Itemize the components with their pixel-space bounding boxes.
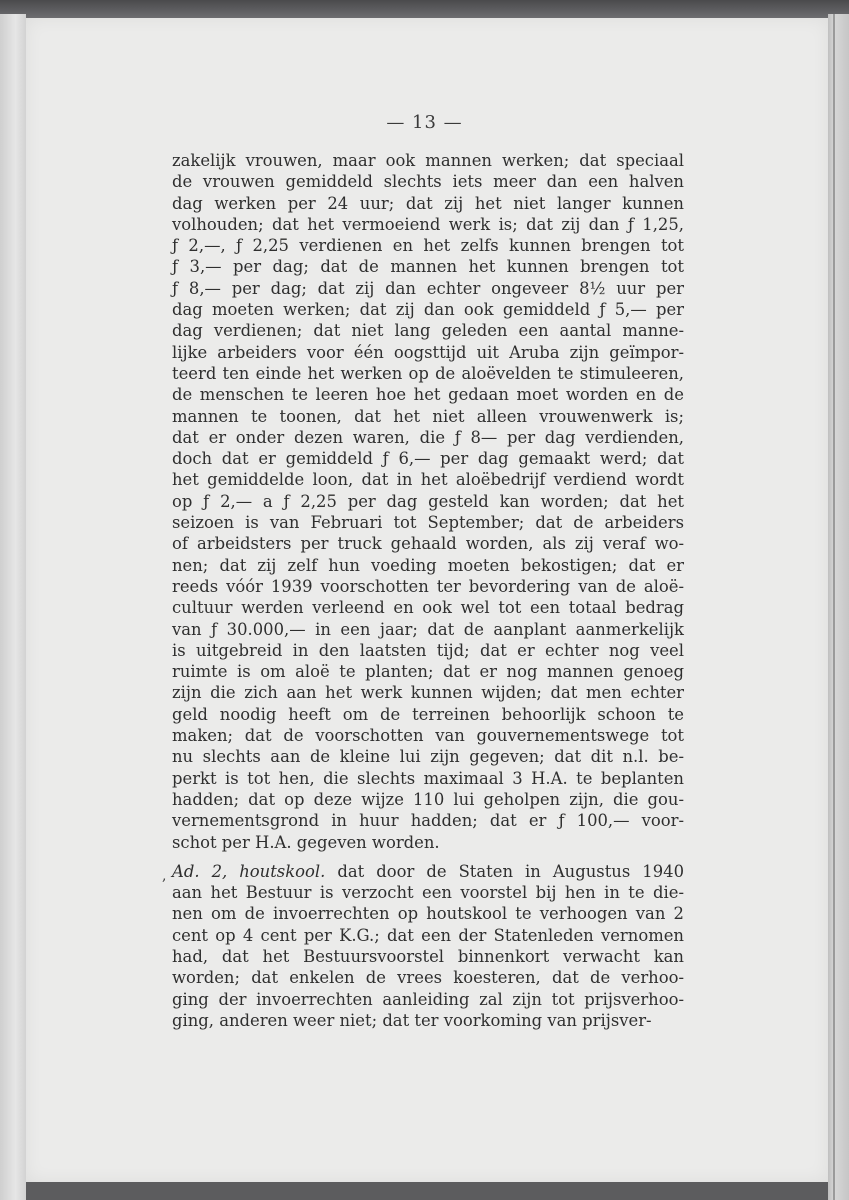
- text-line: reeds vóór 1939 voorschotten ter bevordering van de aloë-: [172, 576, 684, 596]
- text-line: schot per H.A. gegeven worden.: [172, 832, 440, 852]
- text-line: ƒ 3,— per dag; dat de mannen het kunnen brengen tot: [172, 257, 684, 277]
- text-line: of arbeidsters per truck gehaald worden, als zij veraf wo-: [172, 534, 684, 554]
- paragraph-2-first-line: [172, 861, 684, 882]
- text-line: dag werken per 24 uur; dat zij het niet langer kunnen: [172, 193, 684, 213]
- text-line: hadden; dat op deze wijze 110 lui geholpen zijn, die gou-: [172, 789, 684, 809]
- paragraph-gap: [172, 853, 684, 861]
- paragraph-2: [172, 861, 684, 1031]
- paragraph-2-lines: [172, 882, 684, 1031]
- text-line: op ƒ 2,— a ƒ 2,25 per dag gesteld kan worden; dat het: [172, 491, 684, 511]
- text-line: dag moeten werken; dat zij dan ook gemiddeld ƒ 5,— per: [172, 300, 684, 320]
- text-line: van ƒ 30.000,— in een jaar; dat de aanplant aanmerkelijk: [172, 619, 684, 639]
- text-line: nu slechts aan de kleine lui zijn gegeven; dat dit n.l. be-: [172, 747, 684, 767]
- text-line: mannen te toonen, dat het niet alleen vrouwenwerk is;: [172, 406, 684, 426]
- body-text: [172, 150, 684, 1031]
- paragraph-2-first-line-text: dat door de Staten in Augustus 1940: [337, 861, 684, 881]
- text-line: zakelijk vrouwen, maar ook mannen werken; dat speciaal: [172, 151, 684, 170]
- margin-comma-mark: ,: [162, 868, 167, 884]
- text-line: had, dat het Bestuursvoorstel binnenkort verwacht kan: [172, 946, 684, 966]
- text-line: aan het Bestuur is verzocht een voorstel bij hen in te die-: [172, 883, 684, 903]
- left-page-edge: [0, 14, 26, 1200]
- scan-background-top: [0, 0, 849, 18]
- text-line: de vrouwen gemiddeld slechts iets meer dan een halven: [172, 172, 684, 192]
- page-edge-line: [833, 14, 835, 1200]
- text-line: dat er onder dezen waren, die ƒ 8— per dag verdienden,: [172, 427, 684, 447]
- text-line: cent op 4 cent per K.G.; dat een der Statenleden vernomen: [172, 925, 684, 945]
- text-line: maken; dat de voorschotten van gouvernementswege tot: [172, 726, 684, 746]
- text-line: ging, anderen weer niet; dat ter voorkoming van prijsver-: [172, 1010, 652, 1030]
- text-line: doch dat er gemiddeld ƒ 6,— per dag gemaakt werd; dat: [172, 449, 684, 469]
- right-page-edge: [828, 14, 849, 1200]
- text-line: cultuur werden verleend en ook wel tot een totaal bedrag: [172, 598, 684, 618]
- text-line: volhouden; dat het vermoeiend werk is; dat zij dan ƒ 1,25,: [172, 214, 684, 234]
- text-line: ƒ 2,—, ƒ 2,25 verdienen en het zelfs kunnen brengen tot: [172, 236, 684, 256]
- text-line: vernementsgrond in huur hadden; dat er ƒ 100,— voor-: [172, 811, 684, 831]
- text-line: het gemiddelde loon, dat in het aloëbedrijf verdiend wordt: [172, 470, 684, 490]
- text-line: de menschen te leeren hoe het gedaan moet worden en de: [172, 385, 684, 405]
- text-line: seizoen is van Februari tot September; dat de arbeiders: [172, 513, 684, 533]
- text-line: ruimte is om aloë te planten; dat er nog mannen genoeg: [172, 662, 684, 682]
- section-heading: Ad. 2, houtskool.: [172, 861, 326, 881]
- text-line: ƒ 8,— per dag; dat zij dan echter ongeveer 8½ uur per: [172, 278, 684, 298]
- text-line: teerd ten einde het werken op de aloëvelden te stimuleeren,: [172, 363, 684, 383]
- page-number: — 13 —: [386, 112, 463, 133]
- text-line: ging der invoerrechten aanleiding zal zijn tot prijsverhoo-: [172, 989, 684, 1009]
- text-line: worden; dat enkelen de vrees koesteren, dat de verhoo-: [172, 968, 684, 988]
- text-line: perkt is tot hen, die slechts maximaal 3 H.A. te beplanten: [172, 768, 684, 788]
- text-line: nen; dat zij zelf hun voeding moeten bekostigen; dat er: [172, 555, 684, 575]
- text-line: geld noodig heeft om de terreinen behoorlijk schoon te: [172, 704, 684, 724]
- text-line: dag verdienen; dat niet lang geleden een aantal manne-: [172, 321, 684, 341]
- text-line: nen om de invoerrechten op houtskool te verhoogen van 2: [172, 904, 684, 924]
- paragraph-1: [172, 150, 684, 853]
- text-line: lijke arbeiders voor één oogsttijd uit Aruba zijn geïmpor-: [172, 342, 684, 362]
- text-line: zijn die zich aan het werk kunnen wijden; dat men echter: [172, 683, 684, 703]
- text-line: is uitgebreid in den laatsten tijd; dat er echter nog veel: [172, 640, 684, 660]
